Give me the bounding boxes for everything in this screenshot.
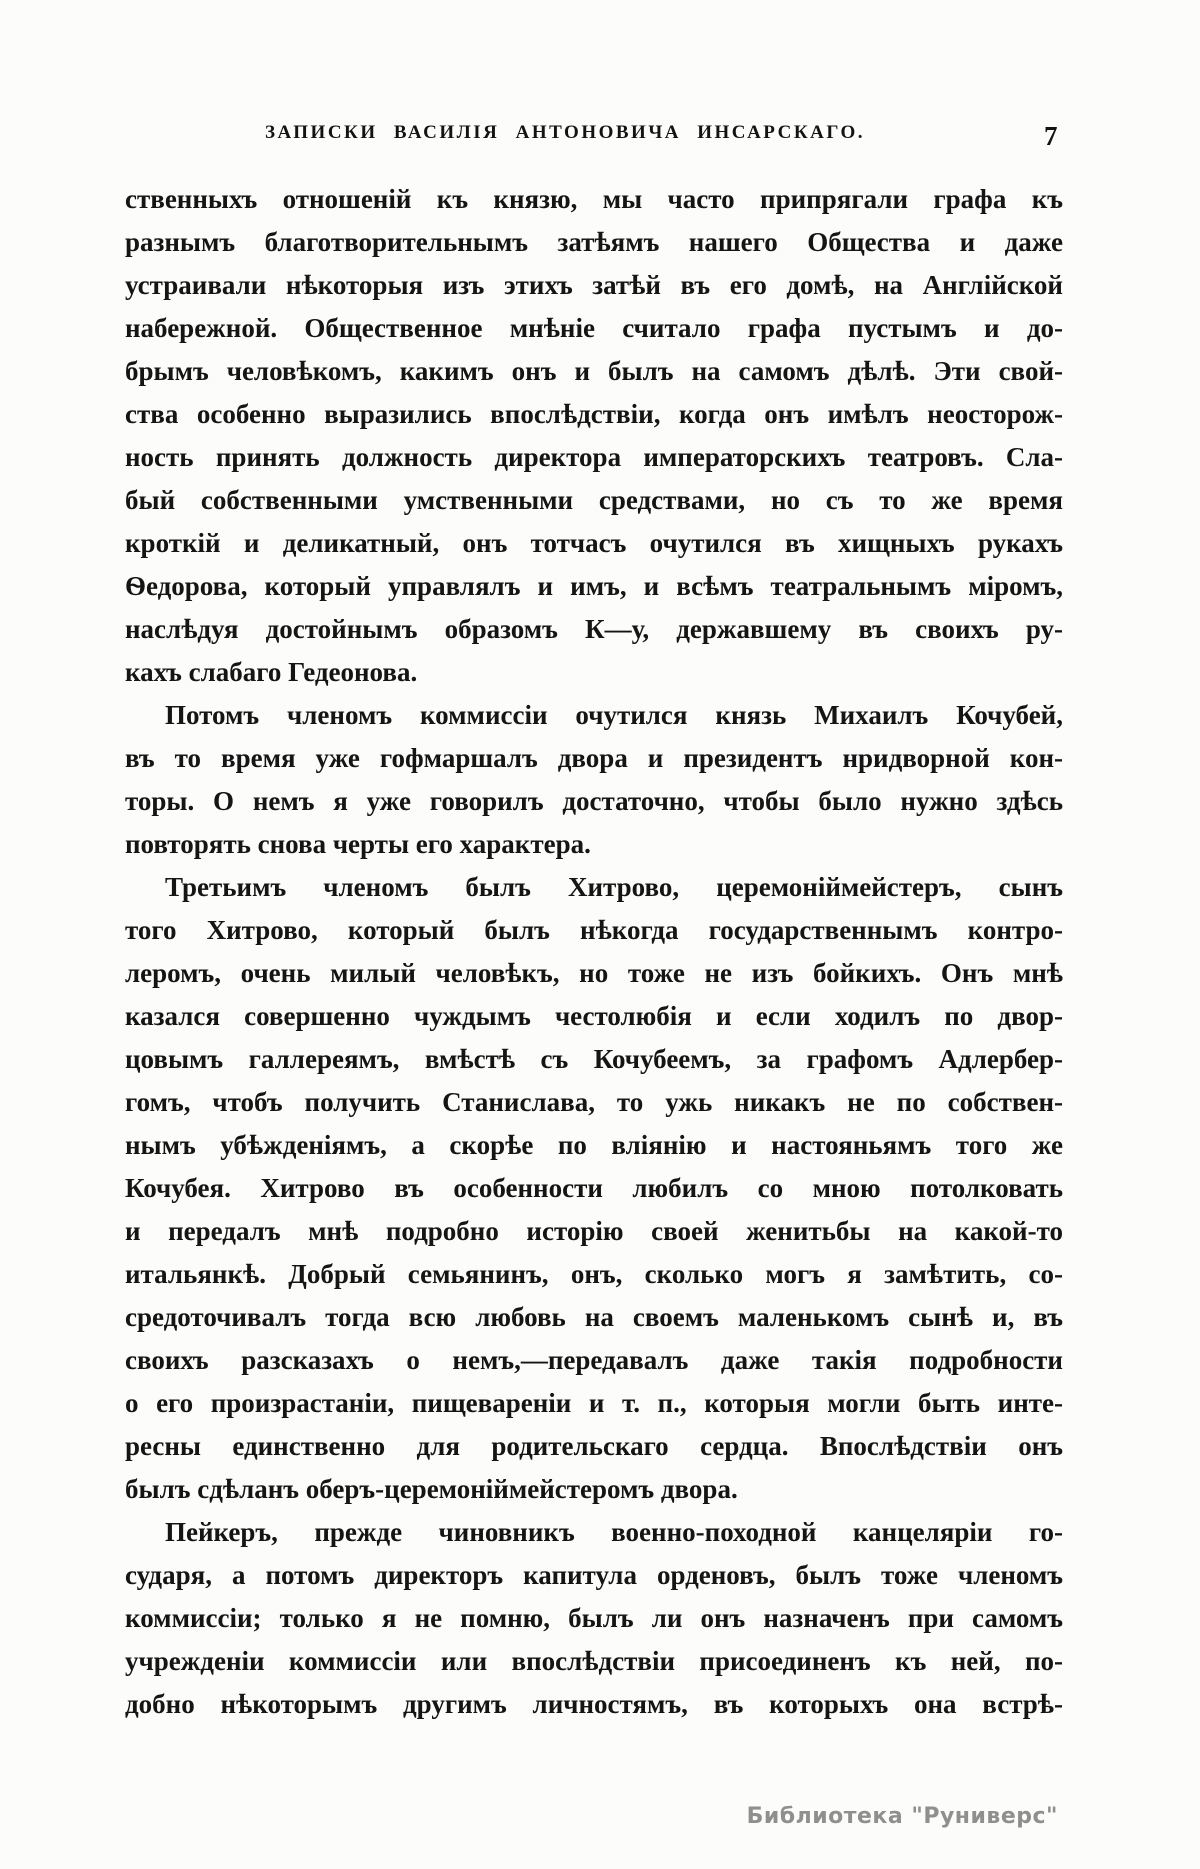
text-line: и передалъ мнѣ подробно исторію своей женитьбы на какой-то (125, 1216, 1063, 1246)
text-line: сударя, а потомъ директоръ капитула орденовъ, былъ тоже членомъ (125, 1560, 1063, 1590)
text-line: разнымъ благотворительнымъ затѣямъ нашего Общества и даже (125, 227, 1063, 257)
text-line: устраивали нѣкоторыя изъ этихъ затѣй въ его домѣ, на Англійской (125, 270, 1063, 300)
text-line: набережной. Общественное мнѣніе считало графа пустымъ и до- (125, 313, 1063, 343)
text-line: того Хитрово, который былъ нѣкогда государственнымъ контро- (125, 915, 1063, 945)
text-line: Третьимъ членомъ былъ Хитрово, церемоніймейстеръ, сынъ (165, 872, 1063, 902)
text-line: средоточивалъ тогда всю любовь на своемъ маленькомъ сынѣ и, въ (125, 1302, 1063, 1332)
text-line: торы. О немъ я уже говорилъ достаточно, чтобы было нужно здѣсь (125, 786, 1063, 816)
text-line: добно нѣкоторымъ другимъ личностямъ, въ которыхъ она встрѣ- (125, 1689, 1063, 1719)
text-line: Пейкеръ, прежде чиновникъ военно-походной канцеляріи го- (165, 1517, 1063, 1547)
text-line: наслѣдуя достойнымъ образомъ К—у, державшему въ своихъ ру- (125, 614, 1063, 644)
running-header: ЗАПИСКИ ВАСИЛІЯ АНТОНОВИЧА ИНСАРСКАГО. (264, 122, 865, 143)
text-line: брымъ человѣкомъ, какимъ онъ и былъ на самомъ дѣлѣ. Эти свой- (125, 356, 1063, 386)
page-text (125, 178, 1063, 1726)
text-line: ресны единственно для родительскаго сердца. Впослѣдствіи онъ (125, 1431, 1063, 1461)
text-line: казался совершенно чуждымъ честолюбія и если ходилъ по двор- (125, 1001, 1063, 1031)
text-line: нымъ убѣжденіямъ, а скорѣе по вліянію и настояньямъ того же (125, 1130, 1063, 1160)
text-line: цовымъ галлереямъ, вмѣстѣ съ Кочубеемъ, за графомъ Адлербер- (125, 1044, 1063, 1074)
text-line: въ то время уже гофмаршалъ двора и президентъ нридворной кон- (125, 743, 1063, 773)
text-line: учрежденіи коммиссіи или впослѣдствіи присоединенъ къ ней, по- (125, 1646, 1063, 1676)
text-line: Ѳедорова, который управлялъ и имъ, и всѣмъ театральнымъ міромъ, (125, 571, 1063, 601)
text-line: ственныхъ отношеній къ князю, мы часто припрягали графа къ (125, 184, 1063, 214)
text-line: коммиссіи; только я не помню, былъ ли онъ назначенъ при самомъ (125, 1603, 1063, 1633)
text-line: гомъ, чтобъ получить Станислава, то ужь никакъ не по собствен- (125, 1087, 1063, 1117)
text-line: ства особенно выразились впослѣдствіи, когда онъ имѣлъ неосторож- (125, 399, 1063, 429)
text-line: Кочубея. Хитрово въ особенности любилъ со мною потолковать (125, 1173, 1063, 1203)
text-line: былъ сдѣланъ оберъ-церемоніймейстеромъ двора. (125, 1474, 738, 1504)
text-line: кахъ слабаго Гедеонова. (125, 657, 418, 687)
text-line: своихъ разсказахъ о немъ,—передавалъ даже такія подробности (125, 1345, 1063, 1375)
page-number: 7 (1044, 121, 1058, 151)
text-line: леромъ, очень милый человѣкъ, но тоже не изъ бойкихъ. Онъ мнѣ (125, 958, 1063, 988)
text-line: бый собственными умственными средствами, но съ то же время (125, 485, 1063, 515)
text-line: ность принять должность директора императорскихъ театровъ. Сла- (125, 442, 1063, 472)
text-line: о его произрастаніи, пищевареніи и т. п., которыя могли быть инте- (125, 1388, 1063, 1418)
library-watermark: Библиотека "Руниверс" (746, 1804, 1058, 1829)
text-line: кроткій и деликатный, онъ тотчасъ очутился въ хищныхъ рукахъ (125, 528, 1063, 558)
text-line: Потомъ членомъ коммиссіи очутился князь Михаилъ Кочубей, (165, 700, 1063, 730)
text-line: итальянкѣ. Добрый семьянинъ, онъ, сколько могъ я замѣтить, со- (125, 1259, 1063, 1289)
text-line: повторять снова черты его характера. (125, 829, 591, 859)
